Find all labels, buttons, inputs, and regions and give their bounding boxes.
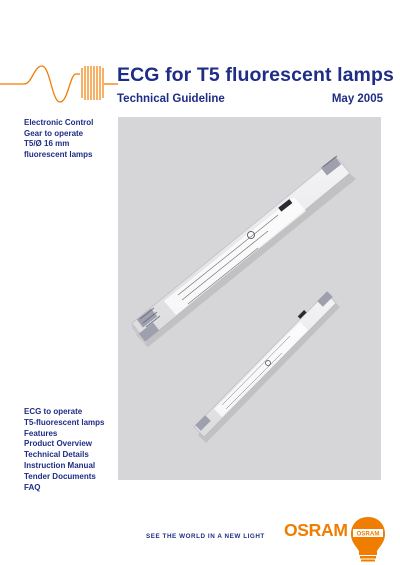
ecg-devices-illustration [118,117,381,480]
intro-line: T5/Ø 16 mm [24,139,70,149]
contents-item: T5-fluorescent lamps [24,417,105,427]
intro-line: Gear to operate [24,128,84,138]
intro-line: Electronic Control [24,118,94,127]
contents-item: Technical Details [24,450,89,460]
contents-item: Features [24,428,58,438]
osram-wordmark: OSRAM [284,520,348,540]
contents-item: Instruction Manual [24,460,96,470]
intro-line: fluorescent lamps [24,149,93,159]
contents-item: Product Overview [24,439,93,449]
contents-list [24,407,124,493]
osram-bulb-icon [349,515,387,563]
contents-item: Tender Documents [24,471,96,481]
intro-text [24,118,114,160]
contents-item: ECG to operate [24,407,83,416]
small-ecg-unit [194,291,340,443]
document-date: May 2005 [331,93,383,105]
document-title: ECG for T5 fluorescent lamps [117,64,394,86]
product-photo [118,117,381,480]
contents-item: FAQ [24,482,41,492]
brand-tagline: SEE THE WORLD IN A NEW LIGHT [146,533,265,540]
document-subtitle: Technical Guideline [117,93,225,105]
bulb-brand-text: OSRAM [356,530,380,538]
sine-wave-lamp-coil-icon [0,60,118,106]
